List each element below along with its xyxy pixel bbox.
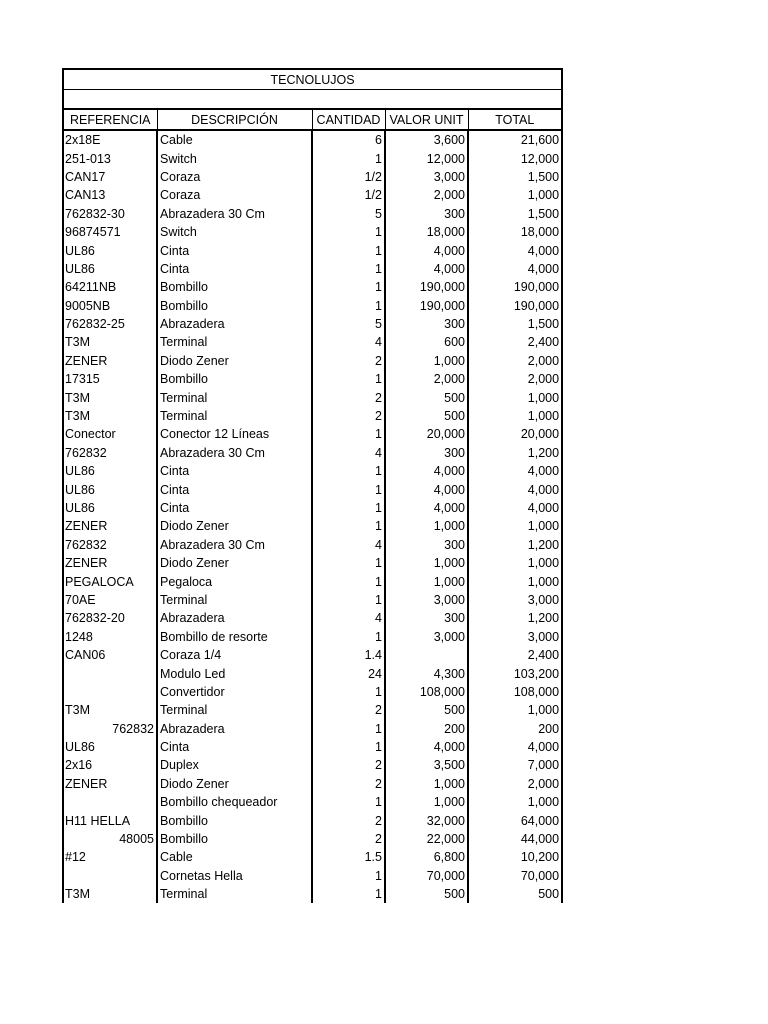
cell-referencia: T3M <box>63 333 157 351</box>
cell-total: 200 <box>468 720 562 738</box>
cell-descripcion: Terminal <box>157 885 312 903</box>
cell-descripcion: Bombillo de resorte <box>157 628 312 646</box>
table-row <box>63 885 562 903</box>
cell-descripcion: Cinta <box>157 480 312 498</box>
cell-total: 1,000 <box>468 554 562 572</box>
cell-descripcion: Duplex <box>157 756 312 774</box>
cell-descripcion: Cinta <box>157 260 312 278</box>
cell-descripcion: Cinta <box>157 738 312 756</box>
cell-referencia: PEGALOCA <box>63 572 157 590</box>
cell-total: 70,000 <box>468 867 562 885</box>
cell-cantidad: 2 <box>312 352 385 370</box>
cell-referencia: Conector <box>63 425 157 443</box>
cell-valor-unit: 4,000 <box>385 241 468 259</box>
cell-referencia: 762832-30 <box>63 205 157 223</box>
cell-cantidad: 1 <box>312 278 385 296</box>
cell-total: 1,200 <box>468 444 562 462</box>
cell-cantidad: 1 <box>312 241 385 259</box>
table-row <box>63 425 562 443</box>
cell-total: 4,000 <box>468 738 562 756</box>
cell-descripcion: Abrazadera <box>157 720 312 738</box>
cell-descripcion: Cornetas Hella <box>157 867 312 885</box>
table-row <box>63 297 562 315</box>
cell-descripcion: Bombillo chequeador <box>157 793 312 811</box>
cell-referencia <box>63 683 157 701</box>
cell-total: 12,000 <box>468 149 562 167</box>
cell-cantidad: 2 <box>312 701 385 719</box>
table-row <box>63 186 562 204</box>
cell-valor-unit: 3,000 <box>385 591 468 609</box>
table-body <box>63 130 562 903</box>
cell-descripcion: Bombillo <box>157 278 312 296</box>
cell-total: 7,000 <box>468 756 562 774</box>
cell-valor-unit: 600 <box>385 333 468 351</box>
cell-valor-unit: 4,000 <box>385 480 468 498</box>
cell-referencia: UL86 <box>63 260 157 278</box>
cell-total: 1,000 <box>468 388 562 406</box>
header-descripcion: DESCRIPCIÓN <box>157 109 312 130</box>
cell-cantidad: 1 <box>312 591 385 609</box>
cell-referencia: ZENER <box>63 554 157 572</box>
cell-cantidad: 2 <box>312 775 385 793</box>
table-row <box>63 738 562 756</box>
cell-descripcion: Switch <box>157 223 312 241</box>
cell-cantidad: 4 <box>312 536 385 554</box>
cell-referencia: UL86 <box>63 738 157 756</box>
cell-valor-unit: 108,000 <box>385 683 468 701</box>
cell-descripcion: Terminal <box>157 701 312 719</box>
cell-total: 1,000 <box>468 186 562 204</box>
cell-referencia: 762832-25 <box>63 315 157 333</box>
cell-referencia: T3M <box>63 388 157 406</box>
table-row <box>63 701 562 719</box>
cell-cantidad: 6 <box>312 130 385 149</box>
cell-valor-unit: 300 <box>385 536 468 554</box>
cell-referencia: 251-013 <box>63 149 157 167</box>
cell-valor-unit: 6,800 <box>385 848 468 866</box>
cell-cantidad: 1 <box>312 628 385 646</box>
cell-descripcion: Abrazadera 30 Cm <box>157 205 312 223</box>
table-row <box>63 572 562 590</box>
cell-total: 108,000 <box>468 683 562 701</box>
cell-descripcion: Bombillo <box>157 811 312 829</box>
cell-valor-unit: 1,000 <box>385 572 468 590</box>
cell-descripcion: Coraza <box>157 186 312 204</box>
cell-cantidad: 1 <box>312 223 385 241</box>
cell-descripcion: Coraza 1/4 <box>157 646 312 664</box>
cell-valor-unit: 4,000 <box>385 462 468 480</box>
table-row <box>63 628 562 646</box>
cell-referencia: 96874571 <box>63 223 157 241</box>
cell-valor-unit: 1,000 <box>385 793 468 811</box>
cell-total: 4,000 <box>468 241 562 259</box>
cell-total: 2,400 <box>468 646 562 664</box>
cell-total: 1,500 <box>468 315 562 333</box>
cell-cantidad: 4 <box>312 444 385 462</box>
table-row <box>63 278 562 296</box>
cell-valor-unit: 4,000 <box>385 738 468 756</box>
cell-valor-unit: 1,000 <box>385 352 468 370</box>
cell-descripcion: Diodo Zener <box>157 554 312 572</box>
blank-cell <box>63 90 562 110</box>
cell-total: 1,000 <box>468 407 562 425</box>
cell-total: 2,400 <box>468 333 562 351</box>
cell-valor-unit: 1,000 <box>385 554 468 572</box>
cell-descripcion: Convertidor <box>157 683 312 701</box>
cell-valor-unit: 300 <box>385 315 468 333</box>
cell-referencia: 2x16 <box>63 756 157 774</box>
cell-referencia: 17315 <box>63 370 157 388</box>
cell-referencia: T3M <box>63 407 157 425</box>
table-row <box>63 241 562 259</box>
cell-valor-unit: 4,000 <box>385 499 468 517</box>
cell-descripcion: Bombillo <box>157 297 312 315</box>
cell-valor-unit: 3,000 <box>385 628 468 646</box>
cell-total: 190,000 <box>468 297 562 315</box>
cell-valor-unit: 300 <box>385 609 468 627</box>
table-row <box>63 811 562 829</box>
header-row <box>63 109 562 130</box>
blank-row <box>63 90 562 110</box>
cell-valor-unit: 3,500 <box>385 756 468 774</box>
cell-valor-unit: 1,000 <box>385 517 468 535</box>
cell-valor-unit: 18,000 <box>385 223 468 241</box>
table-row <box>63 205 562 223</box>
invoice-table <box>62 68 563 903</box>
cell-valor-unit: 500 <box>385 701 468 719</box>
cell-valor-unit: 300 <box>385 444 468 462</box>
cell-valor-unit: 190,000 <box>385 297 468 315</box>
table-row <box>63 830 562 848</box>
cell-valor-unit: 2,000 <box>385 186 468 204</box>
cell-total: 4,000 <box>468 480 562 498</box>
cell-descripcion: Abrazadera <box>157 609 312 627</box>
table-row <box>63 867 562 885</box>
cell-total: 3,000 <box>468 628 562 646</box>
cell-descripcion: Terminal <box>157 591 312 609</box>
cell-descripcion: Switch <box>157 149 312 167</box>
cell-descripcion: Cinta <box>157 241 312 259</box>
cell-descripcion: Cinta <box>157 462 312 480</box>
table-row <box>63 664 562 682</box>
cell-referencia: UL86 <box>63 241 157 259</box>
sheet-title: TECNOLUJOS <box>63 69 562 90</box>
cell-referencia <box>63 664 157 682</box>
table-row <box>63 499 562 517</box>
table-row <box>63 149 562 167</box>
cell-total: 4,000 <box>468 499 562 517</box>
cell-valor-unit <box>385 646 468 664</box>
cell-cantidad: 1/2 <box>312 168 385 186</box>
cell-total: 4,000 <box>468 462 562 480</box>
cell-referencia: ZENER <box>63 775 157 793</box>
cell-valor-unit: 22,000 <box>385 830 468 848</box>
cell-valor-unit: 3,000 <box>385 168 468 186</box>
cell-valor-unit: 500 <box>385 885 468 903</box>
table-row <box>63 370 562 388</box>
cell-cantidad: 1 <box>312 370 385 388</box>
cell-valor-unit: 32,000 <box>385 811 468 829</box>
cell-valor-unit: 500 <box>385 388 468 406</box>
cell-descripcion: Abrazadera 30 Cm <box>157 444 312 462</box>
title-row <box>63 69 562 90</box>
cell-cantidad: 1 <box>312 885 385 903</box>
cell-valor-unit: 300 <box>385 205 468 223</box>
cell-total: 18,000 <box>468 223 562 241</box>
table-row <box>63 444 562 462</box>
cell-cantidad: 1 <box>312 462 385 480</box>
cell-total: 1,200 <box>468 536 562 554</box>
header-valor-unit: VALOR UNIT <box>385 109 468 130</box>
cell-referencia: UL86 <box>63 480 157 498</box>
table-row <box>63 480 562 498</box>
cell-cantidad: 4 <box>312 609 385 627</box>
cell-valor-unit: 4,000 <box>385 260 468 278</box>
table-row <box>63 333 562 351</box>
cell-total: 2,000 <box>468 775 562 793</box>
cell-cantidad: 1 <box>312 297 385 315</box>
cell-referencia <box>63 867 157 885</box>
table-row <box>63 517 562 535</box>
cell-cantidad: 1 <box>312 499 385 517</box>
header-cantidad: CANTIDAD <box>312 109 385 130</box>
cell-referencia: UL86 <box>63 499 157 517</box>
cell-cantidad: 2 <box>312 830 385 848</box>
cell-referencia: CAN06 <box>63 646 157 664</box>
cell-referencia: 762832 <box>63 536 157 554</box>
cell-descripcion: Coraza <box>157 168 312 186</box>
cell-referencia: T3M <box>63 701 157 719</box>
cell-referencia: 762832 <box>63 444 157 462</box>
table-row <box>63 352 562 370</box>
cell-descripcion: Modulo Led <box>157 664 312 682</box>
cell-descripcion: Conector 12 Líneas <box>157 425 312 443</box>
cell-referencia: 48005 <box>63 830 157 848</box>
cell-cantidad: 4 <box>312 333 385 351</box>
cell-total: 1,000 <box>468 572 562 590</box>
cell-cantidad: 2 <box>312 388 385 406</box>
cell-cantidad: 1 <box>312 720 385 738</box>
cell-cantidad: 1 <box>312 260 385 278</box>
cell-total: 500 <box>468 885 562 903</box>
table-row <box>63 407 562 425</box>
cell-cantidad: 5 <box>312 205 385 223</box>
cell-referencia: 1248 <box>63 628 157 646</box>
cell-valor-unit: 20,000 <box>385 425 468 443</box>
table-row <box>63 554 562 572</box>
cell-descripcion: Abrazadera 30 Cm <box>157 536 312 554</box>
cell-valor-unit: 4,300 <box>385 664 468 682</box>
cell-total: 190,000 <box>468 278 562 296</box>
cell-referencia: 9005NB <box>63 297 157 315</box>
cell-valor-unit: 2,000 <box>385 370 468 388</box>
cell-referencia: CAN17 <box>63 168 157 186</box>
cell-total: 10,200 <box>468 848 562 866</box>
cell-descripcion: Terminal <box>157 388 312 406</box>
table-row <box>63 315 562 333</box>
cell-referencia: 762832 <box>63 720 157 738</box>
cell-referencia: ZENER <box>63 517 157 535</box>
table-row <box>63 720 562 738</box>
cell-descripcion: Pegaloca <box>157 572 312 590</box>
table-row <box>63 260 562 278</box>
table-row <box>63 646 562 664</box>
cell-referencia: ZENER <box>63 352 157 370</box>
header-total: TOTAL <box>468 109 562 130</box>
cell-valor-unit: 190,000 <box>385 278 468 296</box>
cell-cantidad: 1 <box>312 149 385 167</box>
cell-total: 64,000 <box>468 811 562 829</box>
cell-descripcion: Diodo Zener <box>157 775 312 793</box>
cell-cantidad: 1 <box>312 683 385 701</box>
cell-cantidad: 1 <box>312 480 385 498</box>
cell-total: 4,000 <box>468 260 562 278</box>
table-row <box>63 775 562 793</box>
cell-total: 1,000 <box>468 701 562 719</box>
cell-total: 44,000 <box>468 830 562 848</box>
cell-descripcion: Diodo Zener <box>157 517 312 535</box>
table-row <box>63 168 562 186</box>
cell-referencia: 64211NB <box>63 278 157 296</box>
cell-descripcion: Cable <box>157 848 312 866</box>
table-row <box>63 591 562 609</box>
cell-total: 1,500 <box>468 168 562 186</box>
cell-descripcion: Cinta <box>157 499 312 517</box>
cell-descripcion: Terminal <box>157 333 312 351</box>
cell-descripcion: Abrazadera <box>157 315 312 333</box>
cell-cantidad: 1 <box>312 517 385 535</box>
cell-descripcion: Diodo Zener <box>157 352 312 370</box>
cell-total: 3,000 <box>468 591 562 609</box>
cell-cantidad: 24 <box>312 664 385 682</box>
table-row <box>63 793 562 811</box>
cell-total: 1,000 <box>468 793 562 811</box>
cell-valor-unit: 1,000 <box>385 775 468 793</box>
cell-cantidad: 1.4 <box>312 646 385 664</box>
cell-cantidad: 1 <box>312 554 385 572</box>
cell-valor-unit: 70,000 <box>385 867 468 885</box>
cell-valor-unit: 500 <box>385 407 468 425</box>
table-row <box>63 388 562 406</box>
cell-total: 2,000 <box>468 370 562 388</box>
cell-valor-unit: 3,600 <box>385 130 468 149</box>
table-row <box>63 683 562 701</box>
cell-cantidad: 2 <box>312 811 385 829</box>
cell-referencia: 762832-20 <box>63 609 157 627</box>
cell-total: 1,000 <box>468 517 562 535</box>
table-row <box>63 462 562 480</box>
cell-cantidad: 1.5 <box>312 848 385 866</box>
header-referencia: REFERENCIA <box>63 109 157 130</box>
cell-cantidad: 2 <box>312 756 385 774</box>
cell-valor-unit: 200 <box>385 720 468 738</box>
cell-referencia: 2x18E <box>63 130 157 149</box>
cell-descripcion: Bombillo <box>157 830 312 848</box>
cell-referencia: #12 <box>63 848 157 866</box>
cell-total: 2,000 <box>468 352 562 370</box>
cell-cantidad: 1/2 <box>312 186 385 204</box>
table-row <box>63 536 562 554</box>
cell-cantidad: 2 <box>312 407 385 425</box>
cell-total: 103,200 <box>468 664 562 682</box>
cell-cantidad: 1 <box>312 793 385 811</box>
cell-referencia <box>63 793 157 811</box>
cell-cantidad: 5 <box>312 315 385 333</box>
table-row <box>63 130 562 149</box>
cell-cantidad: 1 <box>312 425 385 443</box>
cell-cantidad: 1 <box>312 867 385 885</box>
table-row <box>63 223 562 241</box>
cell-cantidad: 1 <box>312 572 385 590</box>
cell-total: 20,000 <box>468 425 562 443</box>
cell-descripcion: Bombillo <box>157 370 312 388</box>
cell-referencia: H11 HELLA <box>63 811 157 829</box>
cell-referencia: 70AE <box>63 591 157 609</box>
table-row <box>63 848 562 866</box>
spreadsheet <box>62 68 561 903</box>
cell-total: 1,500 <box>468 205 562 223</box>
table-row <box>63 609 562 627</box>
table-row <box>63 756 562 774</box>
cell-descripcion: Terminal <box>157 407 312 425</box>
cell-cantidad: 1 <box>312 738 385 756</box>
cell-referencia: UL86 <box>63 462 157 480</box>
cell-total: 21,600 <box>468 130 562 149</box>
cell-total: 1,200 <box>468 609 562 627</box>
cell-valor-unit: 12,000 <box>385 149 468 167</box>
cell-descripcion: Cable <box>157 130 312 149</box>
cell-referencia: T3M <box>63 885 157 903</box>
cell-referencia: CAN13 <box>63 186 157 204</box>
